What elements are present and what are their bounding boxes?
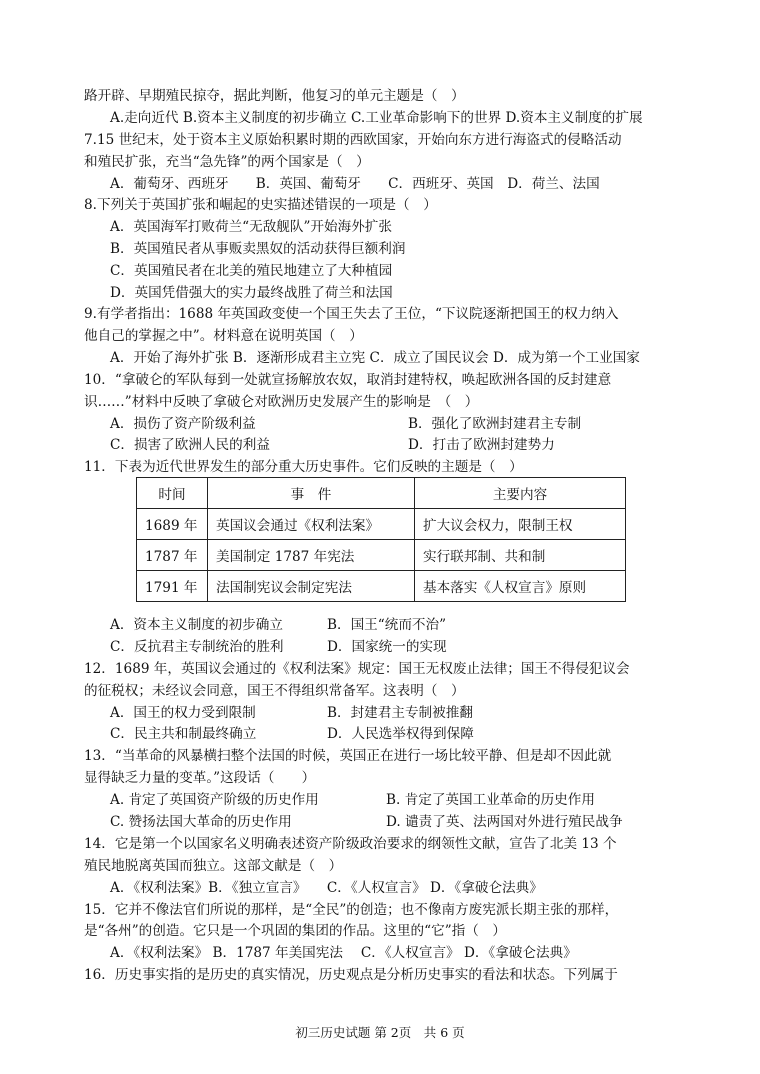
q9-stem-line1: 9.有学者指出：1688 年英国政变使一个国王失去了王位，“下议院逐渐把国王的权力纳入: [84, 306, 619, 322]
table-cell: 扩大议会权力，限制王权: [415, 509, 626, 540]
q9-stem-line2: 他自己的掌握之中”。材料意在说明英国（ ）: [84, 328, 363, 344]
q11-stem: 11．下表为近代世界发生的部分重大历史事件。它们反映的主题是（ ）: [84, 459, 523, 475]
q10-stem-line1: 10．“拿破仑的军队每到一处就宣扬解放农奴，取消封建特权，唤起欧洲各国的反封建意: [84, 372, 612, 388]
q6-stem-end: 路开辟、早期殖民掠夺，据此判断，他复习的单元主题是（ ）: [84, 88, 465, 104]
table-cell: 英国议会通过《权利法案》: [208, 509, 415, 540]
q12-option-a: A．国王的权力受到限制: [110, 705, 256, 721]
q11-option-d: D．国家统一的实现: [327, 639, 447, 655]
table-header-cell: 时间: [137, 478, 208, 509]
q13-stem-line1: 13．“当革命的风暴横扫整个法国的时候，英国正在进行一场比较平静、但是却不因此就: [84, 748, 612, 764]
q13-option-a: A. 肯定了英国资产阶级的历史作用: [110, 792, 319, 808]
q12-option-d: D．人民选举权得到保障: [327, 726, 474, 742]
events-table: [136, 477, 626, 602]
q12-option-b: B．封建君主专制被推翻: [327, 705, 473, 721]
q15-stem-line2: 是“各州”的创造。它只是一个巩固的集团的作品。这里的“它”指（ ）: [84, 923, 507, 939]
q10-option-a: A．损伤了资产阶级利益: [110, 416, 256, 432]
table-header-cell: 事 件: [208, 478, 415, 509]
q8-option-b: B．英国殖民者从事贩卖黑奴的活动获得巨额利润: [110, 241, 406, 257]
q7-options: A．葡萄牙、西班牙 B．英国、葡萄牙 C．西班牙、英国 D．荷兰、法国: [110, 176, 600, 192]
q10-option-d: D．打击了欧洲封建势力: [408, 437, 555, 453]
q12-option-c: C．民主共和制最终确立: [110, 726, 257, 742]
q7-stem-line2: 和殖民扩张，充当“急先锋”的两个国家是（ ）: [84, 154, 370, 170]
table-cell: 美国制定 1787 年宪法: [208, 540, 415, 571]
table-cell: 1787 年: [137, 540, 208, 571]
table-row: [137, 509, 626, 540]
table-cell: 1689 年: [137, 509, 208, 540]
page-footer: 初三历史试题 第 2页 共 6 页: [295, 1025, 465, 1040]
q8-stem: 8.下列关于英国扩张和崛起的史实描述错误的一项是（ ）: [84, 197, 437, 213]
q9-options: A．开始了海外扩张 B．逐渐形成君主立宪 C．成立了国民议会 D．成为第一个工业国家: [110, 350, 640, 366]
q14-options: A．《权利法案》B．《独立宣言》 C．《人权宣言》 D．《拿破仑法典》: [110, 880, 543, 896]
q11-option-b: B．国王“统而不治”: [327, 617, 447, 633]
q10-stem-line2: 识……”材料中反映了拿破仑对欧洲历史发展产生的影响是 （ ）: [84, 394, 479, 410]
q16-stem: 16．历史事实指的是历史的真实情况，历史观点是分析历史事实的看法和状态。下列属于: [84, 967, 618, 983]
q13-option-d: D. 谴责了英、法两国对外进行殖民战争: [386, 814, 623, 830]
q14-stem-line2: 殖民地脱离英国而独立。这部文献是（ ）: [84, 858, 343, 874]
q11-option-a: A．资本主义制度的初步确立: [110, 617, 283, 633]
q11-option-c: C．反抗君主专制统治的胜利: [110, 639, 284, 655]
q7-stem-line1: 7.15 世纪末，处于资本主义原始积累时期的西欧国家，开始向东方进行海盗式的侵略活动: [84, 132, 622, 148]
q15-options: A．《权利法案》 B．1787 年美国宪法 C．《人权宣言》 D．《拿破仑法典》: [110, 945, 577, 961]
q8-option-c: C．英国殖民者在北美的殖民地建立了大种植园: [110, 263, 393, 279]
q10-option-c: C．损害了欧洲人民的利益: [110, 437, 270, 453]
table-header-cell: 主要内容: [415, 478, 626, 509]
q12-stem-line1: 12．1689 年，英国议会通过的《权利法案》规定：国王无权废止法律；国王不得侵犯议会: [84, 661, 630, 677]
q13-option-c: C. 赞扬法国大革命的历史作用: [110, 814, 292, 830]
table-row: [137, 540, 626, 571]
q13-option-b: B. 肯定了英国工业革命的历史作用: [386, 792, 595, 808]
table-cell: 法国制宪议会制定宪法: [208, 571, 415, 602]
q8-option-a: A．英国海军打败荷兰“无敌舰队”开始海外扩张: [110, 219, 392, 235]
q6-options: A.走向近代 B.资本主义制度的初步确立 C.工业革命影响下的世界 D.资本主义制度的扩展: [110, 110, 643, 126]
table-cell: 基本落实《人权宣言》原则: [415, 571, 626, 602]
q12-stem-line2: 的征税权；未经议会同意，国王不得组织常备军。这表明（ ）: [84, 683, 465, 699]
table-cell: 实行联邦制、共和制: [415, 540, 626, 571]
q10-option-b: B．强化了欧洲封建君主专制: [408, 416, 582, 432]
table-cell: 1791 年: [137, 571, 208, 602]
q13-stem-line2: 显得缺乏力量的变革。”这段话（ ）: [84, 770, 316, 786]
table-row: [137, 571, 626, 602]
q15-stem-line1: 15．它并不像法官们所说的那样，是“全民”的创造；也不像南方废宪派长期主张的那样，: [84, 902, 619, 918]
table-header-row: [137, 478, 626, 509]
q8-option-d: D．英国凭借强大的实力最终战胜了荷兰和法国: [110, 285, 393, 301]
q14-stem-line1: 14．它是第一个以国家名义明确表述资产阶级政治要求的纲领性文献，宣告了北美 13 个: [84, 836, 617, 852]
